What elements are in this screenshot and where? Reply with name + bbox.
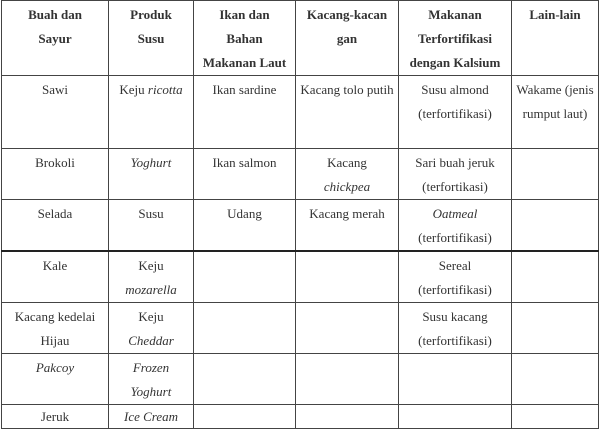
cell-ikan	[194, 251, 296, 303]
cell-buah-sayur: Kacang kedelai Hijau	[2, 303, 109, 354]
cell-kacang	[296, 405, 399, 429]
calcium-foods-table	[1, 0, 599, 429]
cell-ikan: Ikan salmon	[194, 149, 296, 200]
cell-fortifikasi: Susu almond (terfortifikasi)	[399, 76, 512, 149]
header-ikan-laut: Ikan dan Bahan Makanan Laut	[194, 1, 296, 76]
cell-fortifikasi	[399, 405, 512, 429]
cell-produk-susu: Keju Cheddar	[109, 303, 194, 354]
cell-produk-susu: Yoghurt	[109, 149, 194, 200]
cell-fortifikasi	[399, 354, 512, 405]
cell-buah-sayur: Sawi	[2, 76, 109, 149]
cell-kacang	[296, 251, 399, 303]
cell-fortifikasi: Oatmeal (terfortifikasi)	[399, 200, 512, 252]
cell-buah-sayur: Pakcoy	[2, 354, 109, 405]
table-row	[2, 354, 599, 405]
header-kacang-kacangan: Kacang-kacan gan	[296, 1, 399, 76]
header-lain-lain: Lain-lain	[512, 1, 599, 76]
table-row	[2, 303, 599, 354]
cell-lain	[512, 149, 599, 200]
header-produk-susu: Produk Susu	[109, 1, 194, 76]
cell-lain	[512, 200, 599, 252]
table-row	[2, 405, 599, 429]
cell-lain	[512, 303, 599, 354]
cell-lain	[512, 405, 599, 429]
table-row	[2, 76, 599, 149]
cell-kacang	[296, 303, 399, 354]
cell-produk-susu: Keju mozarella	[109, 251, 194, 303]
cell-fortifikasi: Susu kacang (terfortifikasi)	[399, 303, 512, 354]
cell-lain	[512, 354, 599, 405]
cell-buah-sayur: Kale	[2, 251, 109, 303]
table-row	[2, 200, 599, 252]
cell-buah-sayur: Brokoli	[2, 149, 109, 200]
cell-produk-susu: Ice Cream	[109, 405, 194, 429]
cell-fortifikasi: Sari buah jeruk (terfortikasi)	[399, 149, 512, 200]
cell-kacang: Kacang chickpea	[296, 149, 399, 200]
cell-ikan: Ikan sardine	[194, 76, 296, 149]
header-makanan-terfortifikasi: Makanan Terfortifikasi dengan Kalsium	[399, 1, 512, 76]
cell-lain	[512, 251, 599, 303]
header-buah-sayur: Buah dan Sayur	[2, 1, 109, 76]
table-row	[2, 149, 599, 200]
cell-ikan	[194, 303, 296, 354]
cell-buah-sayur: Selada	[2, 200, 109, 252]
cell-produk-susu: Frozen Yoghurt	[109, 354, 194, 405]
cell-produk-susu: Susu	[109, 200, 194, 252]
cell-buah-sayur: Jeruk	[2, 405, 109, 429]
header-row	[2, 1, 599, 76]
cell-produk-susu: Keju ricotta	[109, 76, 194, 149]
cell-kacang	[296, 354, 399, 405]
table-row	[2, 251, 599, 303]
cell-ikan	[194, 354, 296, 405]
cell-kacang: Kacang tolo putih	[296, 76, 399, 149]
cell-ikan	[194, 405, 296, 429]
cell-ikan: Udang	[194, 200, 296, 252]
cell-kacang: Kacang merah	[296, 200, 399, 252]
cell-fortifikasi: Sereal (terfortifikasi)	[399, 251, 512, 303]
cell-lain: Wakame (jenis rumput laut)	[512, 76, 599, 149]
